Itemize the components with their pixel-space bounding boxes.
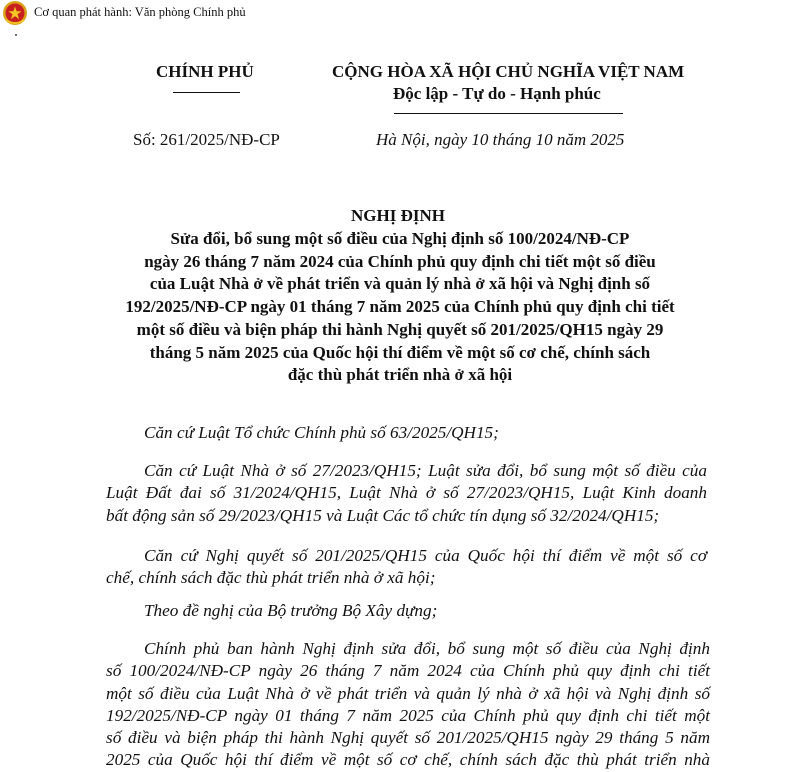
paragraph-line: số điều và biện pháp thi hành Nghị quyết số 201/2025/QH15 ngày 29 tháng 5 năm xyxy=(106,728,710,748)
title-line: tháng 5 năm 2025 của Quốc hội thí điểm về một số cơ chế, chính sách xyxy=(149,342,651,362)
paragraph-line: Luật Đất đai số 31/2024/QH15, Luật Nhà ở số 27/2023/QH15, Luật Kinh doanh xyxy=(106,483,707,503)
paragraph-line: Căn cứ Luật Nhà ở số 27/2023/QH15; Luật sửa đổi, bổ sung một số điều của xyxy=(144,461,707,480)
paragraph-line: 192/2025/NĐ-CP ngày 01 tháng 7 năm 2025 của Chính phủ quy định chi tiết một xyxy=(106,705,710,725)
proposal-paragraph xyxy=(106,600,706,622)
place-date: Hà Nội, ngày 10 tháng 10 năm 2025 xyxy=(376,130,625,149)
paragraph-line: Căn cứ Nghị quyết số 201/2025/QH15 của Quốc hội thí điểm về một số cơ xyxy=(144,546,707,565)
document-type: NGHỊ ĐỊNH xyxy=(351,206,445,225)
paragraph-line: số 100/2024/NĐ-CP ngày 26 tháng 7 năm 2024 của Chính phủ quy định chi tiết xyxy=(106,661,710,681)
title-line: 192/2025/NĐ-CP ngày 01 tháng 7 năm 2025 của Chính phủ quy định chi tiết xyxy=(125,297,675,317)
title-line: của Luật Nhà ở về phát triển và quản lý nhà ở xã hội và Nghị định số xyxy=(149,274,651,294)
issuer-label: Cơ quan phát hành: Văn phòng Chính phủ xyxy=(34,5,246,19)
paragraph-line: bất động sản số 29/2023/QH15 và Luật Các tổ chức tín dụng số 32/2024/QH15; xyxy=(106,505,660,525)
republic-name: CỘNG HÒA XÃ HỘI CHỦ NGHĨA VIỆT NAM xyxy=(332,62,685,81)
national-emblem-icon xyxy=(2,0,28,26)
motto-underline xyxy=(394,113,623,114)
title-line: ngày 26 tháng 7 năm 2024 của Chính phủ quy định chi tiết một số điều xyxy=(144,251,656,271)
agency-underline xyxy=(173,92,240,93)
paragraph-line: Theo đề nghị của Bộ trưởng Bộ Xây dựng; xyxy=(144,601,438,620)
document-title xyxy=(60,228,740,387)
title-line: một số điều và biện pháp thi hành Nghị quyết số 201/2025/QH15 ngày 29 xyxy=(136,319,664,339)
document-number: Số: 261/2025/NĐ-CP xyxy=(133,130,280,149)
enactment-paragraph xyxy=(106,638,710,772)
paragraph-line: Chính phủ ban hành Nghị định sửa đổi, bổ sung một số điều của Nghị định xyxy=(144,639,710,658)
paragraph-line: 2025 của Quốc hội thí điểm về một số cơ chế, chính sách đặc thù phát triển nhà xyxy=(106,750,710,770)
legal-basis-paragraph xyxy=(106,460,707,527)
legal-basis-paragraph xyxy=(106,422,706,444)
agency-name: CHÍNH PHỦ xyxy=(156,62,254,81)
paragraph-line: chế, chính sách đặc thù phát triển nhà ở xã hội; xyxy=(106,568,436,588)
legal-basis-paragraph xyxy=(106,545,707,590)
national-motto: Độc lập - Tự do - Hạnh phúc xyxy=(393,84,601,103)
dot-mark xyxy=(15,34,17,36)
title-line: Sửa đổi, bổ sung một số điều của Nghị định số 100/2024/NĐ-CP xyxy=(170,229,630,248)
paragraph-line: Căn cứ Luật Tổ chức Chính phủ số 63/2025/QH15; xyxy=(144,423,499,442)
paragraph-line: một số điều của Luật Nhà ở về phát triển và quản lý nhà ở xã hội và Nghị định số xyxy=(106,683,710,703)
title-line: đặc thù phát triển nhà ở xã hội xyxy=(287,365,513,385)
